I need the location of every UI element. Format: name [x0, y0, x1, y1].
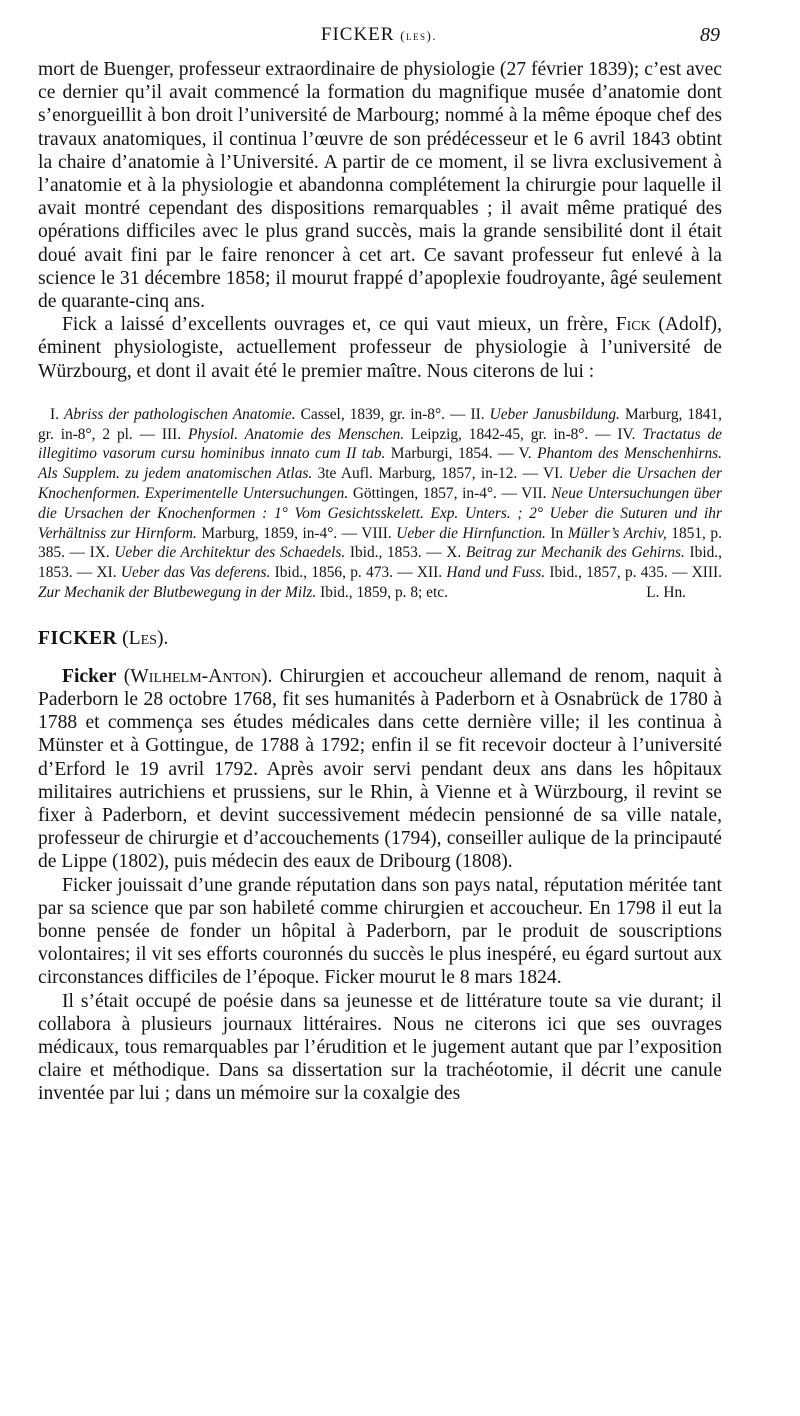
- bib-text: Marburg, 1841, gr. in-8°, 2 pl. — III.: [38, 405, 723, 443]
- bib-title: Ueber die Hirnfunction.: [396, 524, 546, 542]
- bib-title: Ueber Janusbildung.: [489, 405, 620, 423]
- bib-title: Physiol. Anatomie des Menschen.: [188, 425, 405, 443]
- bib-title: Hand und Fuss.: [446, 564, 546, 582]
- bib-title: Ueber die Ursachen der Knochenformen. Experimentelle Untersuchungen.: [38, 465, 722, 503]
- bib-text: Ibid., 1859, p. 8; etc.: [320, 584, 448, 602]
- running-title-main: FICKER: [320, 24, 395, 45]
- section-heading: [38, 627, 722, 651]
- bib-title: Beitrag zur Mechanik des Gehirns.: [465, 544, 685, 562]
- paragraph-ficker-reputation: Ficker jouissait d’une grande réputation dans son pays natal, réputation méritée tant par sa science que par son habileté comme chirurgien et accoucheur. En 1798 il eut la bonne pensée de fonder un hôpital à Paderborn, par le produit de souscriptions volontaires; il vit ses efforts couronnés du succès le plus inespéré, eu égard surtout aux circonstances difficiles de l’époque. Ficker mourut le 8 mars 1824.: [38, 874, 722, 989]
- bib-title: Abriss der pathologischen Anatomie.: [64, 405, 296, 423]
- bib-text: Ibid., 1853. — XI.: [38, 544, 722, 582]
- bib-title: Tractatus de illegitimo vasorum cursu hominibus innato cum II tab.: [38, 425, 722, 463]
- paragraph-ficker-bio: [38, 665, 722, 874]
- bib-text: Göttingen, 1857, in-4°. — VII.: [352, 485, 547, 503]
- author-signature: L. Hn.: [646, 584, 686, 602]
- entry-forename: (Wilhelm-Anton).: [123, 665, 273, 687]
- running-title: [38, 24, 720, 46]
- bib-text: I.: [50, 405, 59, 423]
- text-run: Fick a laissé d’excellents ouvrages et, ce qui vaut mieux, un frère,: [62, 314, 609, 336]
- running-title-small-caps: (les).: [400, 28, 438, 43]
- paragraph-fick-works-intro: [38, 313, 722, 383]
- bib-title: Neue Untersuchungen über die Ursachen der Knochenformen : 1° Vom Gesichtsskelett. Exp. Unters. ; 2° Ueber die Suturen und ihr Verhältniss zur Hirnform.: [38, 485, 722, 542]
- bib-title: Ueber das Vas deferens.: [120, 564, 271, 582]
- bib-text: Ibid., 1853. — X.: [349, 544, 462, 562]
- text-run: (Adolf), éminent physiologiste, actuellement professeur de physiologie à l’université de Würzbourg, et dont il avait été le premier maître. Nous citerons de lui :: [38, 314, 722, 382]
- bib-text: Ibid., 1856, p. 473. — XII.: [274, 564, 443, 582]
- bib-text: In: [550, 524, 564, 542]
- page-number: 89: [700, 24, 720, 46]
- bibliography-list: [38, 405, 722, 603]
- bib-title: Phantom des Menschenhirns. Als Supplem. zu jedem anatomischen Atlas.: [38, 445, 722, 483]
- bib-text: Ibid., 1857, p. 435. — XIII.: [549, 564, 722, 582]
- person-name-small-caps: Fick: [615, 314, 651, 336]
- bib-text: Marburgi, 1854. — V.: [390, 445, 532, 463]
- text-run: Chirurgien et accoucheur allemand de renom, naquit à Paderborn le 28 octobre 1768, fit ses humanités à Paderborn et à Osnabrück de 1780 à 1788 et commença ses études médicales dans cette dernière ville; il les continua à Münster et à Gottingue, de 1788 à 1792; enfin il se fit recevoir docteur à l’université d’Erford le 19 avril 1792. Après avoir servi pendant deux ans dans les hôpitaux militaires autrichiens et prussiens, sur le Rhin, à Vienne et à Würzbourg, il revint se fixer à Paderborn, et devint successivement médecin pensionné de sa ville natale, professeur de chirurgie et d’accouchements (1794), conseiller aulique de la principauté de Lippe (1802), puis médecin des eaux de Dribourg (1808).: [38, 665, 723, 873]
- paragraph-ficker-writings: Il s’était occupé de poésie dans sa jeunesse et de littérature toute sa vie durant; il collabora à plusieurs journaux littéraires. Nous ne citerons ici que ses ouvrages médicaux, tous remarquables par l’érudition et le jugement autant que par l’exposition claire et méthodique. Dans sa dissertation sur la trachéotomie, il décrit une canule inventée par lui ; dans un mémoire sur la coxalgie des: [38, 990, 722, 1105]
- bib-title: Müller’s Archiv,: [567, 524, 667, 542]
- bib-text: 3te Aufl. Marburg, 1857, in-12. — VI.: [317, 465, 564, 483]
- bib-title: Zur Mechanik der Blutbewegung in der Milz.: [38, 584, 317, 602]
- bib-text: Cassel, 1839, gr. in-8°. — II.: [300, 405, 485, 423]
- bib-title: Ueber die Architektur des Schaedels.: [114, 544, 346, 562]
- main-text: [38, 58, 722, 1106]
- paragraph-fick-career: mort de Buenger, professeur extraordinaire de physiologie (27 février 1839); c’est avec ce dernier qu’il avait commencé la formation du magnifique musée d’anatomie dont s’enorgueillit à bon droit l’université de Marbourg; nommé à la même époque chef des travaux anatomiques, il continua l’œuvre de son prédécesseur et le 6 avril 1843 obtint la chaire d’anatomie à l’Université. A partir de ce moment, il se livra exclusivement à l’anatomie et à la physiologie et abandonna complétement la chirurgie pour laquelle il avait montré cependant des dispositions remarquables ; il avait même pratiqué des opérations difficiles avec le plus grand succès, mais la grande sensibilité dont il était doué avait fini par le faire renoncer à cet art. Ce savant professeur fut enlevé à la science le 31 décembre 1858; il mourut frappé d’apoplexie foudroyante, âgé seulement de quarante-cinq ans.: [38, 59, 722, 313]
- section-heading-name: FICKER: [38, 627, 118, 649]
- running-head: [38, 24, 720, 50]
- bib-text: Leipzig, 1842-45, gr. in-8°. — IV.: [411, 425, 636, 443]
- entry-name: Ficker: [62, 665, 117, 687]
- bib-text: 1851, p. 385. — IX.: [38, 524, 722, 562]
- bib-text: Marburg, 1859, in-4°. — VIII.: [201, 524, 392, 542]
- section-heading-suffix: (Les).: [122, 627, 169, 649]
